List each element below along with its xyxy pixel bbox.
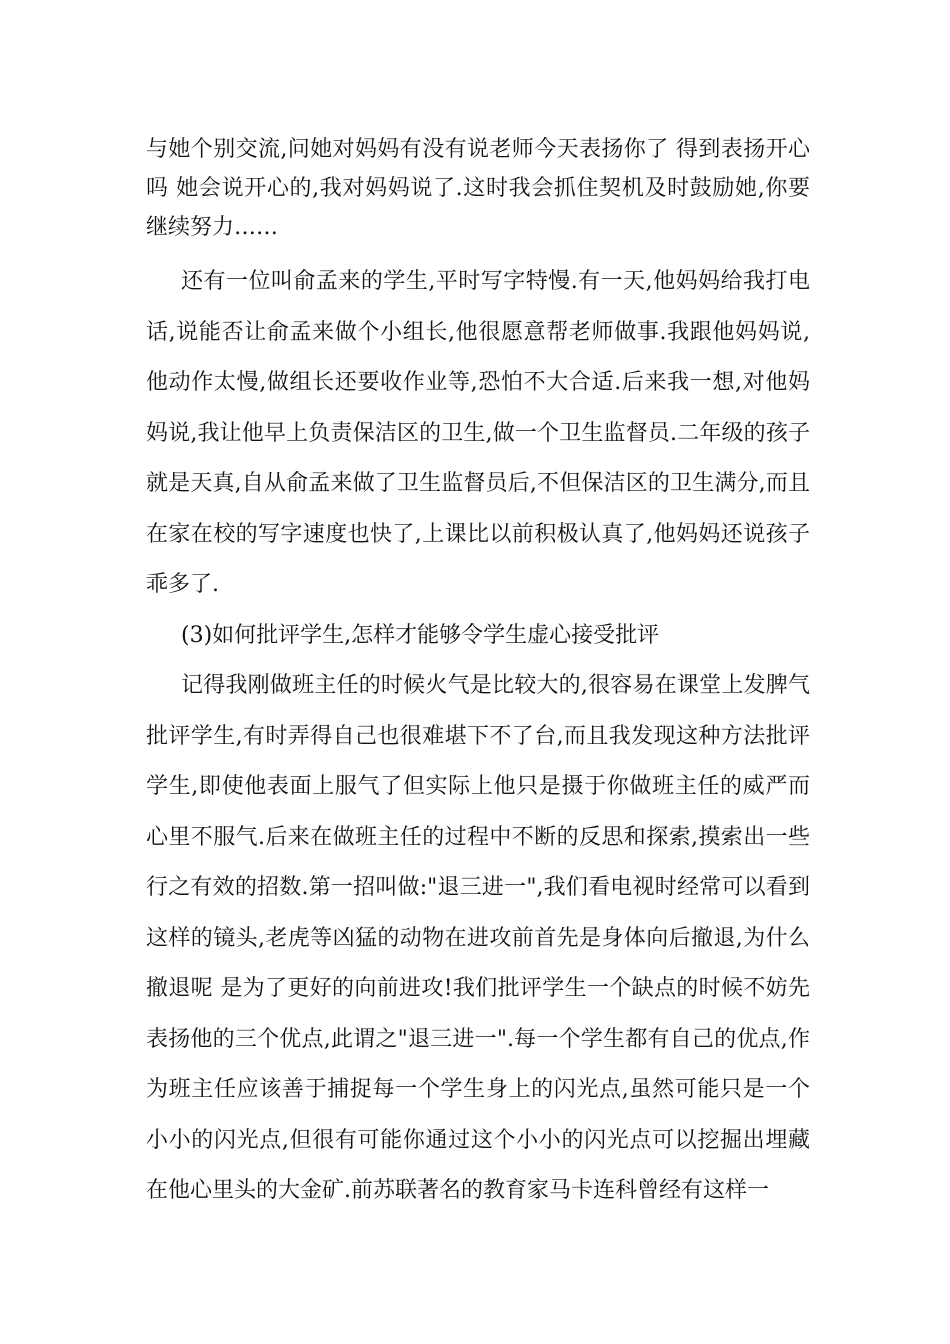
- paragraph-criticism: 记得我刚做班主任的时候火气是比较大的,很容易在课堂上发脾气批评学生,有时弄得自己也很难堪下不了台,而且我发现这种方法批评学生,即使他表面上服气了但实际上他只是摄于你做班主任的威严而心里不服气.后来在做班主任的过程中不断的反思和探索,摸索出一些行之有效的招数.第一招叫做:"退三进一",我们看电视时经常可以看到这样的镜头,老虎等凶猛的动物在进攻前首先是身体向后撤退,为什么撤退呢 是为了更好的向前进攻!我们批评学生一个缺点的时候不妨先表扬他的三个优点,此谓之"退三进一".每一个学生都有自己的优点,作为班主任应该善于捕捉每一个学生身上的闪光点,虽然可能只是一个小小的闪光点,但很有可能你通过这个小小的闪光点可以挖掘出埋藏在他心里头的大金矿.前苏联著名的教育家马卡连科曾经有这样一: [146, 673, 810, 1203]
- paragraph-continued: 与她个别交流,问她对妈妈有没有说老师今天表扬你了 得到表扬开心吗 她会说开心的,我对妈妈说了.这时我会抓住契机及时鼓励她,你要继续努力……: [146, 137, 810, 240]
- paragraph-student-example: 还有一位叫俞孟来的学生,平时写字特慢.有一天,他妈妈给我打电话,说能否让俞孟来做个小组长,他很愿意帮老师做事.我跟他妈妈说,他动作太慢,做组长还要收作业等,恐怕不大合适.后来我一想,对他妈妈说,我让他早上负责保洁区的卫生,做一个卫生监督员.二年级的孩子就是天真,自从俞孟来做了卫生监督员后,不但保洁区的卫生满分,而且在家在校的写字速度也快了,上课比以前积极认真了,他妈妈还说孩子乖多了.: [146, 269, 810, 597]
- document-body: [146, 130, 810, 1217]
- section-heading: (3)如何批评学生,怎样才能够令学生虚心接受批评: [181, 622, 660, 648]
